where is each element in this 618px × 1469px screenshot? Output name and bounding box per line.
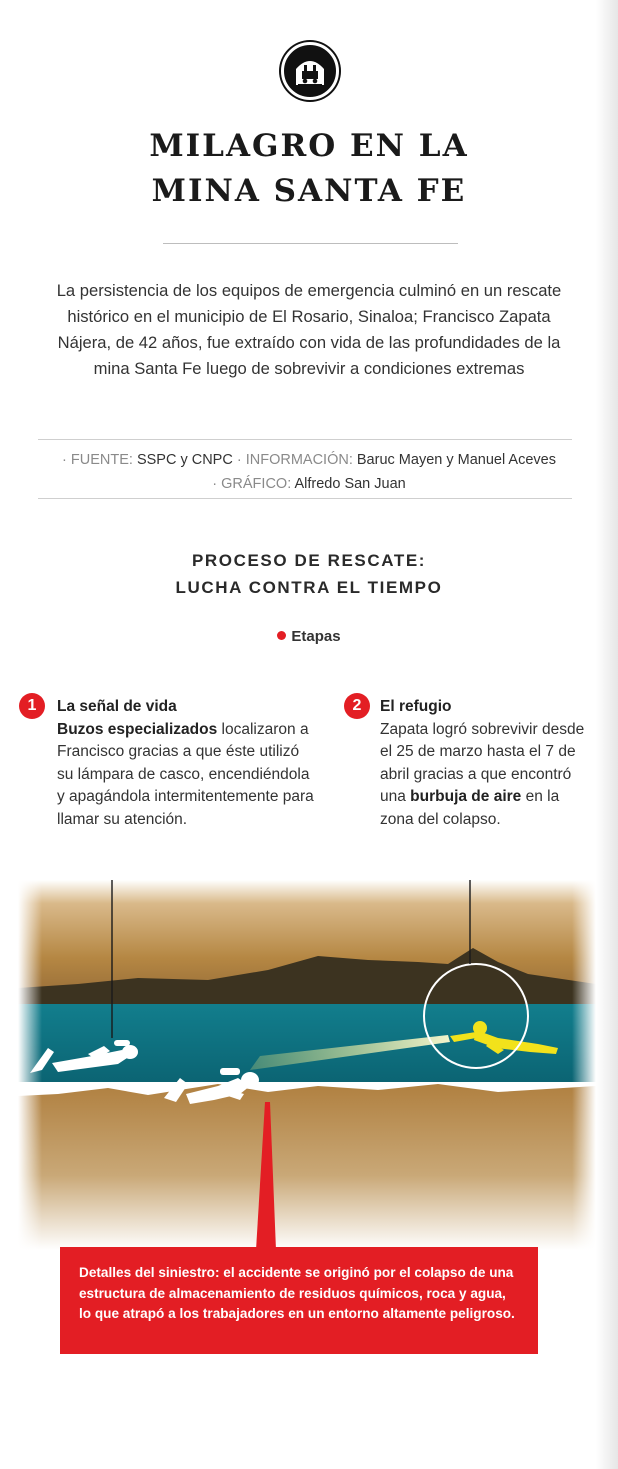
- title-line-1: MILAGRO EN LA: [149, 128, 469, 164]
- title-line-2: MINA SANTA FE: [151, 173, 467, 209]
- source-label: · FUENTE:: [62, 452, 133, 468]
- step-1-text: [57, 696, 319, 831]
- section-title-line-1: PROCESO DE RESCATE:: [191, 551, 427, 570]
- step-2-bold: burbuja de aire: [410, 788, 522, 805]
- page-title: [0, 124, 618, 214]
- step-1-number: 1: [19, 693, 45, 719]
- step-2-heading: El refugio: [380, 698, 452, 715]
- step-2-number: 2: [344, 693, 370, 719]
- graphic-label: · GRÁFICO:: [212, 476, 292, 492]
- credits: [0, 448, 618, 496]
- fade-left: [18, 880, 42, 1250]
- mine-cart-icon: [281, 42, 339, 100]
- step-2-body-after: en la zona del colapso.: [380, 788, 560, 828]
- fade-right: [572, 880, 596, 1250]
- step-1-bold-lead: Buzos especializados: [57, 720, 218, 738]
- incident-details-callout: Detalles del siniestro: el accidente se originó por el colapso de una estructura de almacenamiento de residuos químicos, roca y agua, lo que atrapó a los trabajadores en un entorno altamente peligroso.: [60, 1247, 538, 1354]
- credits-top-divider: [38, 439, 572, 440]
- legend-label: Etapas: [291, 628, 341, 645]
- page-edge-shade: [596, 0, 618, 1469]
- title-divider: [163, 243, 458, 244]
- step-1-heading: La señal de vida: [57, 698, 177, 715]
- lower-rock: [18, 1084, 596, 1250]
- info-label: · INFORMACIÓN:: [236, 452, 353, 468]
- graphic-value: Alfredo San Juan: [294, 476, 406, 492]
- info-value: Baruc Mayen y Manuel Aceves: [356, 452, 556, 468]
- legend-dot-icon: [277, 631, 286, 640]
- credits-bottom-divider: [38, 498, 572, 499]
- lead-paragraph: La persistencia de los equipos de emergencia culminó en un rescate histórico en el municipio de El Rosario, Sinaloa; Francisco Zapata Nájera, de 42 años, fue extraído con vida de las profundidades de la mina Santa Fe luego de sobrevivir a condiciones extremas: [56, 281, 562, 378]
- section-title-line-2: LUCHA CONTRA EL TIEMPO: [175, 578, 443, 597]
- step-1-body: localizaron a Francisco gracias a que éste utilizó su lámpara de casco, encendiéndola y apagándola intermitentemente para llamar su atención.: [57, 720, 314, 828]
- legend: [0, 628, 618, 645]
- source-value: SSPC y CNPC: [136, 452, 233, 468]
- step-2-text: [380, 696, 596, 831]
- section-title: [0, 547, 618, 601]
- step-2-body-before: Zapata logró sobrevivir desde el 25 de marzo hasta el 7 de abril gracias a que encontró una: [380, 720, 585, 805]
- mine-cross-section: [18, 880, 596, 1250]
